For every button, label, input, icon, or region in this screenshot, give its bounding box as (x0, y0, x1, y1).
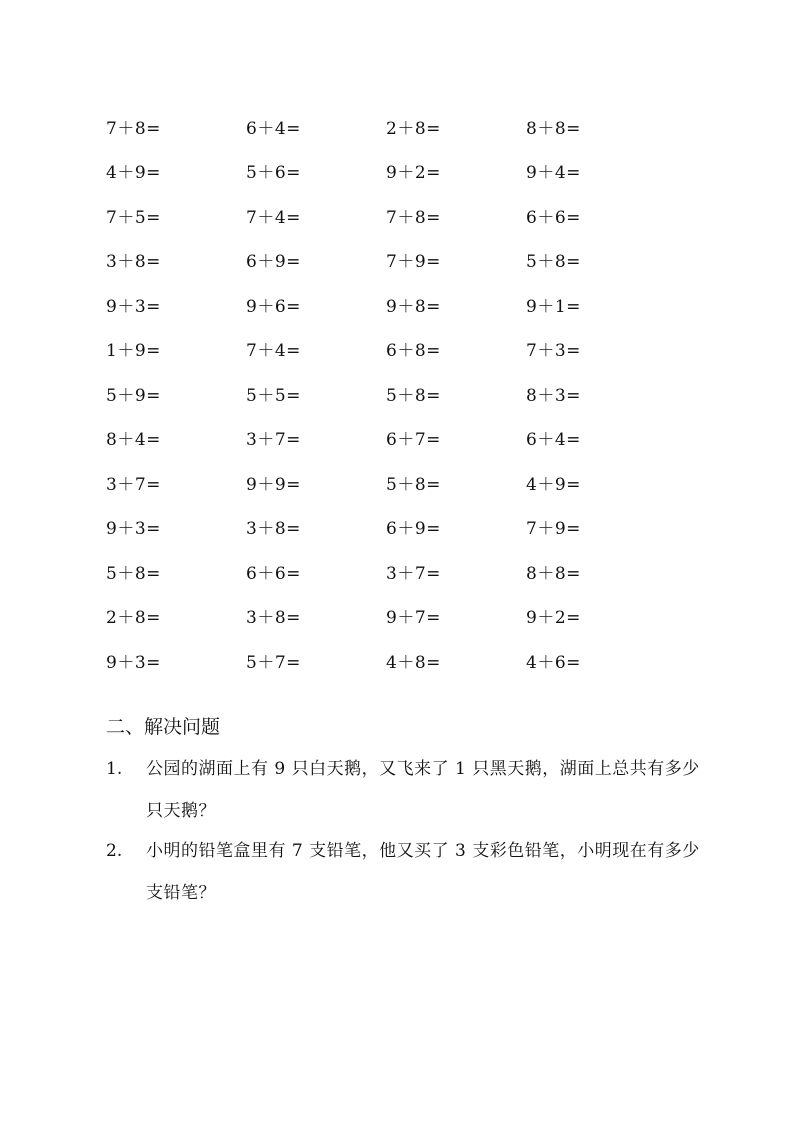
exercise-item: 9＋8= (386, 296, 441, 317)
exercise-item: 2＋8= (386, 118, 441, 139)
exercise-item: 7＋3= (526, 341, 581, 362)
exercise-item: 5＋5= (246, 385, 301, 406)
exercise-item: 3＋8= (106, 252, 161, 273)
exercise-item: 7＋4= (246, 207, 301, 228)
exercise-item: 5＋8= (106, 563, 161, 584)
problem-number: 1. (106, 759, 123, 779)
exercise-item: 7＋5= (106, 207, 161, 228)
problem-text: 公园的湖面上有 9 只白天鹅，又飞来了 1 只黑天鹅，湖面上总共有多少只天鹅？ (146, 759, 700, 821)
exercise-item: 9＋4= (526, 163, 581, 184)
problem-text: 小明的铅笔盒里有 7 支铅笔，他又买了 3 支彩色铅笔，小明现在有多少支铅笔？ (146, 841, 700, 903)
exercise-item: 1＋9= (106, 341, 161, 362)
exercise-item: 5＋8= (386, 474, 441, 495)
exercise-item: 7＋4= (246, 341, 301, 362)
exercise-item: 6＋9= (386, 519, 441, 540)
exercise-item: 8＋4= (106, 430, 161, 451)
exercise-item: 6＋9= (246, 252, 301, 273)
word-problem (106, 748, 706, 832)
exercise-item: 5＋8= (526, 252, 581, 273)
exercise-item: 6＋7= (386, 430, 441, 451)
exercise-row (106, 594, 666, 639)
exercise-item: 6＋4= (246, 118, 301, 139)
exercise-item: 3＋7= (386, 563, 441, 584)
exercise-row (106, 282, 666, 327)
exercise-item: 3＋8= (246, 608, 301, 629)
problem-number: 2. (106, 841, 123, 861)
exercise-item: 4＋6= (526, 652, 581, 673)
exercise-item: 7＋9= (386, 252, 441, 273)
exercise-item: 9＋7= (386, 608, 441, 629)
exercise-row (106, 238, 666, 283)
exercise-item: 3＋7= (246, 430, 301, 451)
exercise-item: 8＋8= (526, 118, 581, 139)
exercise-item: 9＋2= (386, 163, 441, 184)
exercise-item: 4＋9= (106, 163, 161, 184)
exercise-item: 4＋9= (526, 474, 581, 495)
exercise-item: 6＋4= (526, 430, 581, 451)
exercise-item: 5＋8= (386, 385, 441, 406)
exercise-item: 6＋6= (526, 207, 581, 228)
exercise-item: 6＋8= (386, 341, 441, 362)
exercise-item: 9＋6= (246, 296, 301, 317)
exercise-item: 8＋8= (526, 563, 581, 584)
exercise-item: 9＋2= (526, 608, 581, 629)
exercise-row (106, 460, 666, 505)
exercise-item: 5＋7= (246, 652, 301, 673)
exercise-row (106, 193, 666, 238)
exercise-item: 5＋9= (106, 385, 161, 406)
exercise-item: 9＋9= (246, 474, 301, 495)
exercise-item: 9＋1= (526, 296, 581, 317)
exercise-row (106, 371, 666, 416)
exercise-item: 7＋9= (526, 519, 581, 540)
exercise-item: 8＋3= (526, 385, 581, 406)
exercise-item: 9＋3= (106, 652, 161, 673)
exercise-item: 9＋3= (106, 296, 161, 317)
exercise-row (106, 327, 666, 372)
exercise-grid (106, 104, 666, 683)
exercise-row (106, 149, 666, 194)
exercise-item: 7＋8= (386, 207, 441, 228)
exercise-item: 3＋8= (246, 519, 301, 540)
exercise-row (106, 416, 666, 461)
exercise-row (106, 638, 666, 683)
exercise-item: 3＋7= (106, 474, 161, 495)
exercise-item: 7＋8= (106, 118, 161, 139)
word-problem (106, 830, 706, 914)
exercise-item: 5＋6= (246, 163, 301, 184)
section-title: 二、解决问题 (106, 716, 221, 738)
exercise-row (106, 505, 666, 550)
exercise-row (106, 549, 666, 594)
exercise-item: 9＋3= (106, 519, 161, 540)
exercise-item: 2＋8= (106, 608, 161, 629)
exercise-item: 4＋8= (386, 652, 441, 673)
exercise-item: 6＋6= (246, 563, 301, 584)
exercise-row (106, 104, 666, 149)
